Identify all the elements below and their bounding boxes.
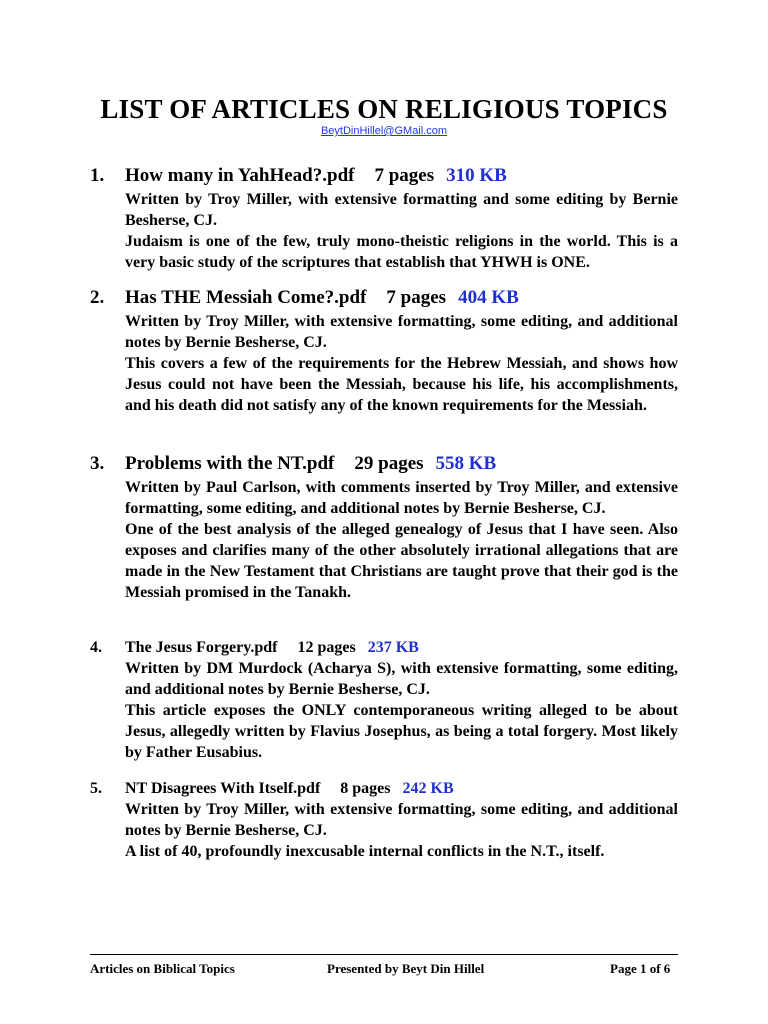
article-credit: Written by Troy Miller, with extensive formatting, some editing, and additional notes by Bernie Besherse, CJ.	[125, 801, 678, 839]
article-size: 404 KB	[458, 287, 519, 308]
article-number: 4.	[90, 639, 102, 656]
article-body	[125, 799, 678, 862]
article-size: 237 KB	[367, 639, 419, 656]
article-heading	[125, 452, 496, 476]
article-description: This article exposes the ONLY contemporaneous writing alleged to be about Jesus, allegedly written by Flavius Josephus, as being a total forgery. Most likely by Father Eusabius.	[125, 702, 678, 761]
footer-divider	[90, 954, 678, 955]
article-number: 5.	[90, 780, 102, 797]
article-description: This covers a few of the requirements for the Hebrew Messiah, and shows how Jesus could not have been the Messiah, because his life, his accomplishments, and his death did not satisfy any of the known requirements for the Messiah.	[125, 355, 678, 414]
article-size: 242 KB	[402, 780, 454, 797]
article-size: 558 KB	[435, 453, 497, 474]
article-heading	[125, 164, 507, 188]
article-body	[125, 189, 678, 273]
article-pages: 8 pages	[340, 780, 391, 797]
article-body	[125, 477, 678, 603]
article-credit: Written by Troy Miller, with extensive formatting, some editing, and additional notes by Bernie Besherse, CJ.	[125, 313, 678, 351]
article-filename[interactable]: Has THE Messiah Come?.pdf	[125, 287, 367, 308]
article-filename[interactable]: NT Disagrees With Itself.pdf	[125, 780, 321, 797]
article-number: 3.	[90, 453, 105, 474]
article-filename[interactable]: The Jesus Forgery.pdf	[125, 639, 278, 656]
footer-center: Presented by Beyt Din Hillel	[327, 961, 485, 976]
article-size: 310 KB	[446, 165, 507, 186]
article-number: 1.	[90, 165, 105, 186]
email-link[interactable]: BeytDinHillel@GMail.com	[320, 125, 448, 137]
footer-left: Articles on Biblical Topics	[90, 961, 235, 976]
article-filename[interactable]: Problems with the NT.pdf	[125, 453, 335, 474]
article-heading	[125, 778, 454, 799]
article-credit: Written by Paul Carlson, with comments inserted by Troy Miller, and extensive formatting, some editing, and additional notes by Bernie Besherse, CJ.	[125, 479, 678, 517]
footer-page-number: Page 1 of 6	[610, 961, 671, 976]
article-pages: 7 pages	[374, 165, 435, 186]
article-body	[125, 658, 678, 763]
article-credit: Written by DM Murdock (Acharya S), with extensive formatting, some editing, and additional notes by Bernie Besherse, CJ.	[125, 660, 678, 698]
page-title: LIST OF ARTICLES ON RELIGIOUS TOPICS	[100, 94, 668, 124]
article-number: 2.	[90, 287, 105, 308]
article-heading	[125, 637, 419, 658]
article-credit: Written by Troy Miller, with extensive formatting and some editing by Bernie Besherse, CJ.	[125, 191, 678, 229]
article-body	[125, 311, 678, 416]
article-description: A list of 40, profoundly inexcusable internal conflicts in the N.T., itself.	[125, 843, 605, 860]
article-pages: 29 pages	[354, 453, 424, 474]
article-description: Judaism is one of the few, truly mono-theistic religions in the world. This is a very basic study of the scriptures that establish that YHWH is ONE.	[125, 233, 678, 271]
article-description: One of the best analysis of the alleged genealogy of Jesus that I have seen. Also exposes and clarifies many of the other absolutely irrational allegations that are made in the New Testament that Christians are taught prove that their god is the Messiah promised in the Tanakh.	[125, 521, 678, 601]
article-pages: 12 pages	[297, 639, 356, 656]
article-filename[interactable]: How many in YahHead?.pdf	[125, 165, 355, 186]
article-pages: 7 pages	[386, 287, 447, 308]
article-heading	[125, 286, 519, 310]
